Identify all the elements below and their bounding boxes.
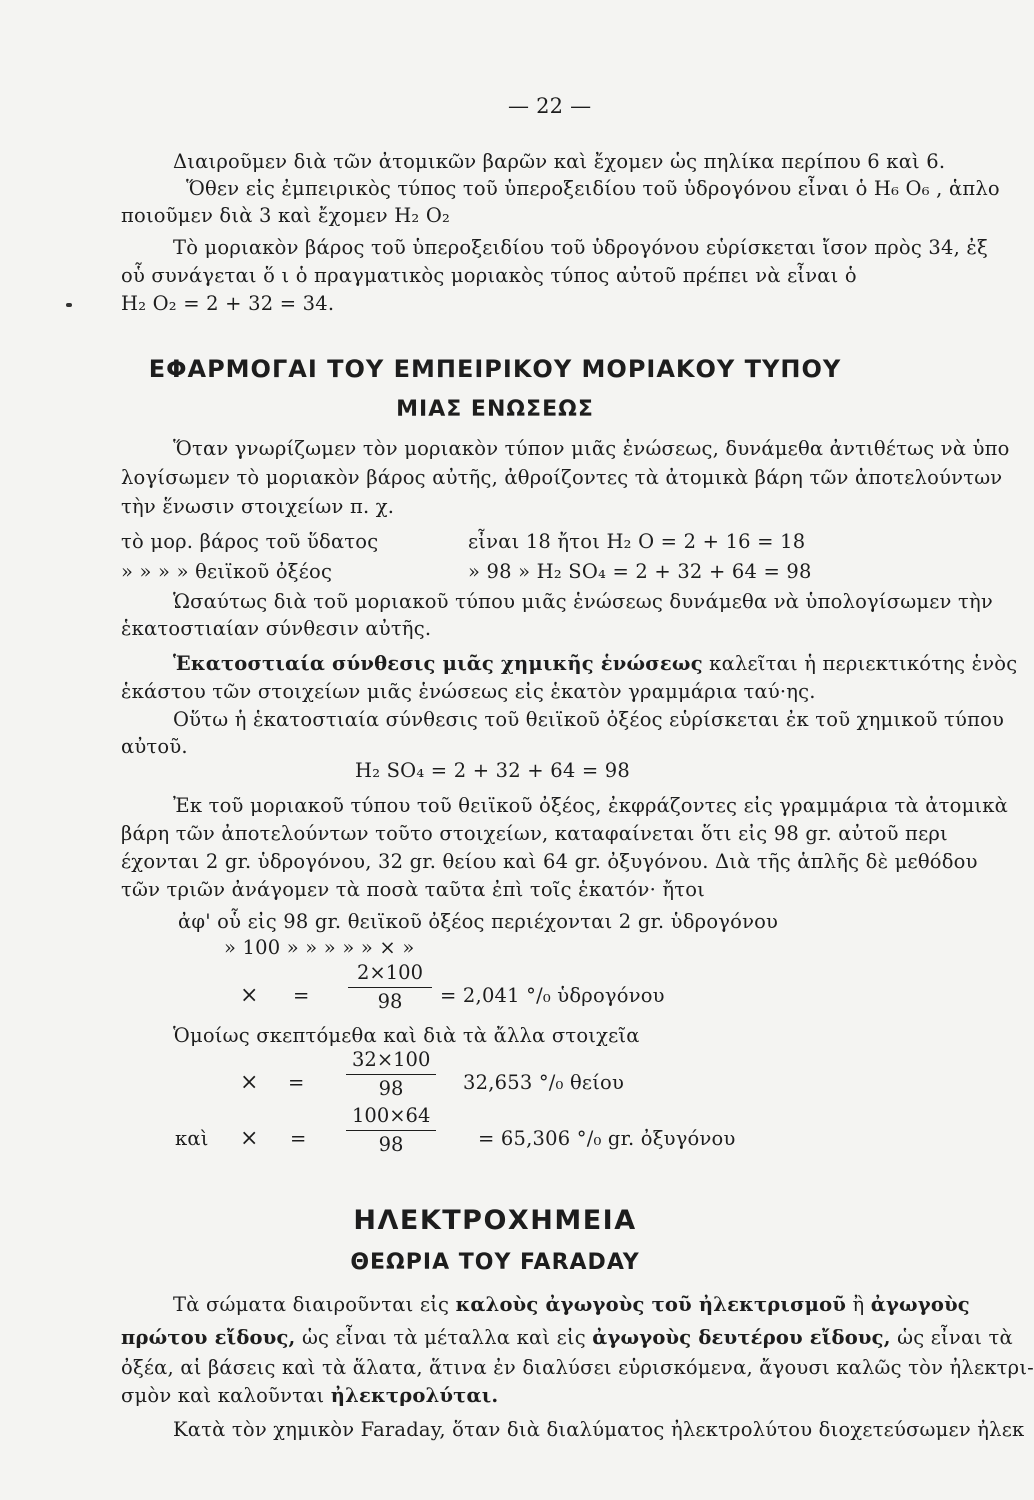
definition-line1: [173, 652, 1017, 676]
fraction-sulfur-numerator: 32×100: [352, 1048, 431, 1071]
conductors-term: ἀγωγοὺς: [870, 1293, 970, 1316]
similarly-line: Ὁμοίως σκεπτόμεθα καὶ διὰ τὰ ἄλλα στοιχεῖα: [173, 1024, 640, 1047]
second-kind-term: ἀγωγοὺς δευτέρου εἴδους,: [592, 1326, 891, 1349]
para3-line4: Ἐκ τοῦ μοριακοῦ τύπου τοῦ θειϊκοῦ ὀξέος, ἐκφράζοντες εἰς γραμμάρια τὰ ἀτομικὰ: [173, 794, 1009, 817]
para3-line5: βάρη τῶν ἀποτελούντων τοῦτο στοιχείων, καταφαίνεται ὅτι εἰς 98 gr. αὐτοῦ περι: [121, 822, 948, 845]
fraction-sulfur: [346, 1048, 436, 1101]
para4-line3: ὀξέα, αἱ βάσεις καὶ τὰ ἅλατα, ἅτινα ἐν διαλύσει εὑρισκόμενα, ἄγουσι καλῶς τὸν ἠλεκτρι-: [121, 1356, 1034, 1379]
electrolytes-term: ἠλεκτρολύται.: [330, 1384, 499, 1407]
result-hydrogen: = 2,041 °/₀ ὑδρογόνου: [440, 984, 665, 1007]
para4-text: Τὰ σώματα διαιροῦνται εἰς: [173, 1293, 456, 1316]
para2-line3: τὴν ἕνωσιν στοιχείων π. χ.: [121, 495, 395, 518]
page-number: — 22 —: [508, 94, 592, 118]
para1-line1: Διαιροῦμεν διὰ τῶν ἀτομικῶν βαρῶν καὶ ἔχομεν ὡς πηλίκα περίπου 6 καὶ 6.: [173, 150, 946, 173]
fraction-hydrogen-numerator: 2×100: [357, 961, 423, 984]
para1-line3: ποιοῦμεν διὰ 3 καὶ ἔχομεν H₂ O₂: [121, 204, 451, 227]
para4-text: ὡς εἶναι τὰ: [890, 1326, 1013, 1349]
para3-line2: αὐτοῦ.: [121, 735, 188, 758]
example2-left: » » » » θειϊκοῦ ὀξέος: [121, 560, 333, 583]
x-symbol-hydrogen: ×: [240, 983, 259, 1008]
result-oxygen: = 65,306 °/₀ gr. ὀξυγόνου: [478, 1127, 736, 1150]
definition-term: Ἑκατοστιαία σύνθεσις μιᾶς χημικῆς ἑνώσεως: [173, 652, 703, 675]
para2-line6: Ὡσαύτως διὰ τοῦ μοριακοῦ τύπου μιᾶς ἑνώσεως δυνάμεθα νὰ ὑπολογίσωμεν τὴν: [173, 590, 993, 613]
fraction-bar: [346, 1130, 436, 1131]
para4-line4: [121, 1384, 498, 1408]
fraction-oxygen-numerator: 100×64: [352, 1104, 431, 1127]
margin-mark: [66, 303, 72, 307]
fraction-hydrogen-denominator: 98: [377, 990, 403, 1013]
section-subheading-faraday: ΘΕΩΡΙΑ ΤΟΥ FARADAY: [350, 1250, 640, 1275]
x-symbol-oxygen: ×: [240, 1126, 259, 1151]
rule-row2: » 100 » » » » » × »: [224, 936, 415, 959]
fraction-hydrogen: [348, 961, 432, 1014]
para1-line5: οὗ συνάγεται ὅ ι ὁ πραγματικὸς μοριακὸς τύπος αὐτοῦ πρέπει νὰ εἶναι ὁ: [121, 264, 857, 287]
example1-right: εἶναι 18 ἤτοι H₂ O = 2 + 16 = 18: [468, 530, 806, 553]
fraction-bar: [346, 1074, 436, 1075]
section-subheading-compound: ΜΙΑΣ ΕΝΩΣΕΩΣ: [396, 397, 594, 422]
para4-line2: [121, 1326, 1013, 1350]
example1-left: τὸ μορ. βάρος τοῦ ὕδατος: [121, 530, 379, 553]
fraction-sulfur-denominator: 98: [378, 1077, 404, 1100]
section-heading-electrochemistry: ΗΛΕΚΤΡΟΧΗΜΕΙΑ: [353, 1205, 637, 1236]
example2-right: » 98 » H₂ SO₄ = 2 + 32 + 64 = 98: [468, 560, 812, 583]
fraction-bar: [348, 987, 432, 988]
para1-line2: Ὅθεν εἰς ἐμπειρικὸς τύπος τοῦ ὑπεροξειδίου τοῦ ὑδρογόνου εἶναι ὁ H₆ O₆ , ἁπλο: [186, 177, 1000, 200]
sulfuric-formula: H₂ SO₄ = 2 + 32 + 64 = 98: [355, 759, 630, 782]
para3-line6: έχονται 2 gr. ὑδρογόνου, 32 gr. θείου καὶ 64 gr. ὀξυγόνου. Διὰ τῆς ἁπλῆς δὲ μεθόδου: [121, 850, 978, 873]
x-symbol-sulfur: ×: [240, 1070, 259, 1095]
para2-line1: Ὅταν γνωρίζωμεν τὸν μοριακὸν τύπον μιᾶς ἑνώσεως, δυνάμεθα ἀντιθέτως νὰ ὑπο: [173, 437, 1010, 460]
definition-line2: ἑκάστου τῶν στοιχείων μιᾶς ἑνώσεως εἰς ἑκατὸν γραμμάρια ταύ·ης.: [121, 680, 816, 703]
good-conductors-term: καλοὺς ἀγωγοὺς τοῦ ἠλεκτρισμοῦ: [455, 1293, 847, 1316]
para1-line4: Τὸ μοριακὸν βάρος τοῦ ὑπεροξειδίου τοῦ ὑδρογόνου εὑρίσκεται ἴσον πρὸς 34, ἐξ: [173, 236, 988, 259]
equals-sulfur: =: [288, 1071, 305, 1094]
para3-line1: Οὕτω ἡ ἑκατοστιαία σύνθεσις τοῦ θειϊκοῦ ὀξέος εὑρίσκεται ἐκ τοῦ χημικοῦ τύπου: [173, 708, 1005, 731]
para4-text: σμὸν καὶ καλοῦνται: [121, 1384, 331, 1407]
para3-line7: τῶν τριῶν ἀνάγομεν τὰ ποσὰ ταῦτα ἐπὶ τοῖς ἑκατόν· ἤτοι: [121, 878, 706, 901]
fraction-oxygen-denominator: 98: [378, 1133, 404, 1156]
rule-row1: ἀφ' οὗ εἰς 98 gr. θειϊκοῦ ὀξέος περιέχονται 2 gr. ὑδρογόνου: [178, 910, 779, 933]
para1-line6: H₂ O₂ = 2 + 32 = 34.: [121, 292, 335, 315]
first-kind-term: πρώτου εἴδους,: [121, 1326, 296, 1349]
fraction-oxygen: [346, 1104, 436, 1157]
para4-line5: Κατὰ τὸν χημικὸν Faraday, ὅταν διὰ διαλύματος ἠλεκτρολύτου διοχετεύσωμεν ἠλεκ: [173, 1418, 1025, 1441]
result-sulfur: 32,653 °/₀ θείου: [463, 1071, 625, 1094]
para2-line2: λογίσωμεν τὸ μοριακὸν βάρος αὐτῆς, ἀθροίζοντες τὰ ἀτομικὰ βάρη τῶν ἀποτελούντων: [121, 466, 1003, 489]
definition-rest: καλεῖται ἡ περιεκτικότης ἑνὸς: [702, 652, 1018, 675]
kai-label: καὶ: [175, 1127, 209, 1150]
para4-text: ἢ: [846, 1293, 871, 1316]
equals-oxygen: =: [290, 1127, 307, 1150]
para4-text: ὡς εἶναι τὰ μέταλλα καὶ εἰς: [295, 1326, 593, 1349]
section-heading-applications: ΕΦΑΡΜΟΓΑΙ ΤΟΥ ΕΜΠΕΙΡΙΚΟΥ ΜΟΡΙΑΚΟΥ ΤΥΠΟΥ: [148, 355, 842, 383]
para2-line7: ἑκατοστιαίαν σύνθεσιν αὐτῆς.: [121, 617, 432, 640]
para4-line1: [173, 1293, 970, 1317]
equals-hydrogen: =: [293, 984, 310, 1007]
